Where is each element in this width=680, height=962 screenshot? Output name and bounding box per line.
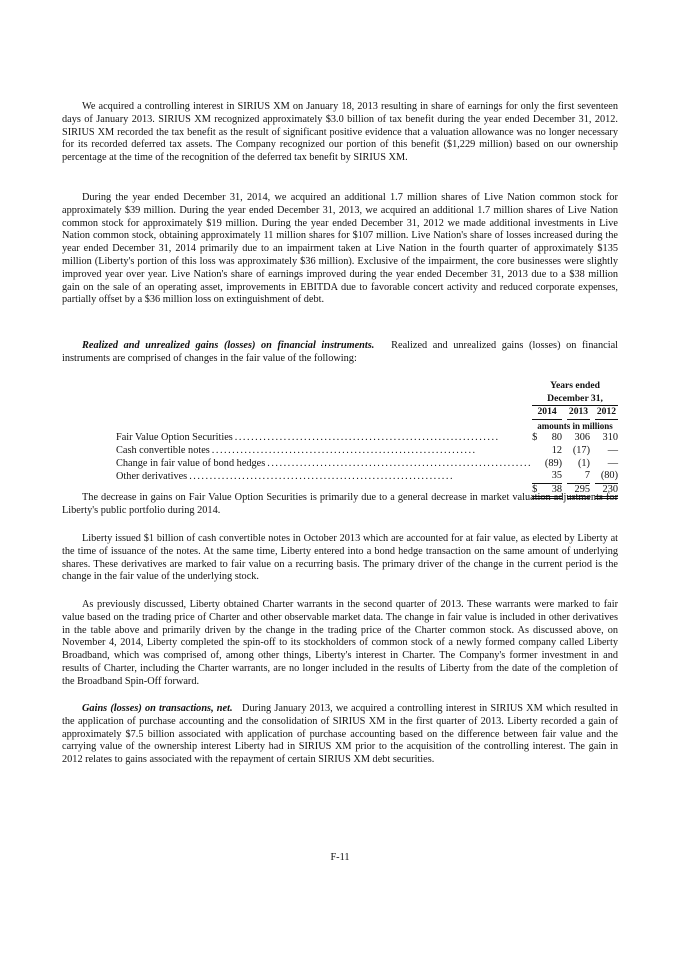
row-label: Fair Value Option Securities [116, 432, 233, 444]
cell-2013: 7 [567, 470, 590, 483]
paragraph-transactions-text: During January 2013, we acquired a controlling interest in SIRIUS XM which resulted in the application of purchase accounting and the consolidation of SIRIUS XM in the first quarter of 2013. Liberty recorded a gain of approximately $7.5 billion associated with application of purchase accounting based on the difference between fair value and the carrying value of the ownership interest Liberty had in SIRIUS XM prior to the acquisition of the controlling interest. The gain in 2012 relates to gains associated with the repayment of certain SIRIUS XM debt securities. [62, 703, 618, 766]
table-row: Change in fair value of bond hedges ................................................................. (89) (1) — [116, 457, 618, 469]
currency-symbol: $ [532, 432, 538, 444]
cell-2012: — [607, 457, 618, 469]
total-2014: 38 [540, 483, 562, 498]
year-header-2013: 2013 [567, 406, 590, 420]
page-number: F-11 [330, 852, 350, 863]
cell-2013: (1) [577, 457, 590, 469]
cell-2012: (80) [595, 470, 618, 483]
table-row: Cash convertible notes ................................................................. 12 (17) — [116, 444, 618, 456]
cell-2012: 310 [602, 432, 618, 444]
row-label: Other derivatives [116, 470, 188, 482]
table-row: Other derivatives ................................................................. 35 7 (80) [116, 470, 618, 482]
table-period-header: Years ended December 31, [532, 380, 618, 406]
paragraph-fair-value-decrease: The decrease in gains on Fair Value Option Securities is primarily due to a general decrease in market valuation adjustments for Liberty's public portfolio during 2014. [62, 492, 618, 516]
section-lead-financial-instruments: Realized and unrealized gains (losses) on financial instruments. [82, 340, 375, 351]
paragraph-financial-instruments [62, 340, 618, 366]
section-lead-transactions: Gains (losses) on transactions, net. [82, 703, 233, 714]
row-label: Change in fair value of bond hedges [116, 457, 266, 469]
cell-2013: (17) [572, 444, 590, 456]
year-header-2014: 2014 [532, 406, 562, 420]
total-2013: 295 [567, 483, 590, 498]
cell-2013: 306 [574, 432, 590, 444]
paragraph-sirius-equity: We acquired a controlling interest in SIRIUS XM on January 18, 2013 resulting in share of earnings for only the first seventeen days of January 2013. SIRIUS XM recognized approximately $3.0 billion of tax benefit during the year ended December 31, 2012. SIRIUS XM recorded the tax benefit as the result of significant positive evidence that a valuation allowance was no longer necessary for its recorded deferred tax assets. The Company recognized our portion of this benefit ($1,229 million) based on our ownership percentage at the time of the recognition of the deferred tax benefit by SIRIUS XM. [62, 101, 618, 164]
cell-2014: 35 [540, 470, 562, 483]
cell-2014: (89) [544, 457, 563, 469]
paragraph-financial-instruments-text: Realized and unrealized gains (losses) on financial instruments are comprised of changes in the fair value of the following: [62, 340, 619, 364]
paragraph-live-nation: During the year ended December 31, 2014, we acquired an additional 1.7 million shares of Live Nation common stock for approximately $39 million. During the year ended December 31, 2013, we acquired an additional 1.7 million shares of Live Nation common stock for approximately $19 million. During the year ended December 31, 2012 we made additional investments in Live Nation common stock, obtaining approximately 11 million shares for $107 million. Live Nation's share of losses increased during the year ended December 31, 2014 primarily due to an impairment taken at Live Nation in the fourth quarter of approximately $135 million (Liberty's portion of this loss was approximately $36 million). Exclusive of the impairment, the core businesses were slightly improved year over year. Live Nation's share of earnings improved during the year ended December 31, 2013 due to a $38 million gain on the sale of an operating asset, improvements in EBITDA due to favorable concert activity and reduced corporate expenses, partially offset by a $36 million loss on extinguishment of debt. [62, 192, 618, 306]
financial-instruments-table [116, 380, 618, 499]
total-2012: 230 [595, 483, 618, 498]
row-label: Cash convertible notes [116, 444, 210, 456]
paragraph-charter-warrants: As previously discussed, Liberty obtained Charter warrants in the second quarter of 2013. These warrants were marked to fair value based on the trading price of Charter and other observable market data. The change in fair value is included in other derivatives in the table above and primarily driven by the change in the trading price of the Charter common stock. As discussed above, on November 4, 2014, Liberty completed the spin-off to its stockholders of common stock of a newly formed company called Liberty Broadband, which was comprised of, among other things, Liberty's interest in Charter. The Company's former investment in and results of Charter, including the Charter warrants, are no longer included in the results of Liberty from the date of the completion of the Broadband Spin-Off forward. [62, 599, 618, 687]
cell-2014: 12 [551, 444, 563, 456]
cell-2012: — [607, 444, 618, 456]
table-units-header: amounts in millions [537, 420, 613, 431]
paragraph-transactions [62, 703, 618, 767]
paragraph-cash-convertible-notes: Liberty issued $1 billion of cash convertible notes in October 2013 which are accounted for at fair value, as elected by Liberty at the time of issuance of the notes. At the same time, Liberty entered into a bond hedge transaction on the same amount of underlying shares. These derivatives are marked to fair value on a recurring basis. The primary driver of the change in the current period is the change in the fair value of the underlying stock. [62, 533, 618, 583]
table-row: Fair Value Option Securities ................................................................. $ 80 306 310 [116, 432, 618, 444]
currency-symbol: $ [532, 483, 540, 498]
cell-2014: 80 [551, 432, 563, 444]
year-header-2012: 2012 [595, 406, 618, 420]
